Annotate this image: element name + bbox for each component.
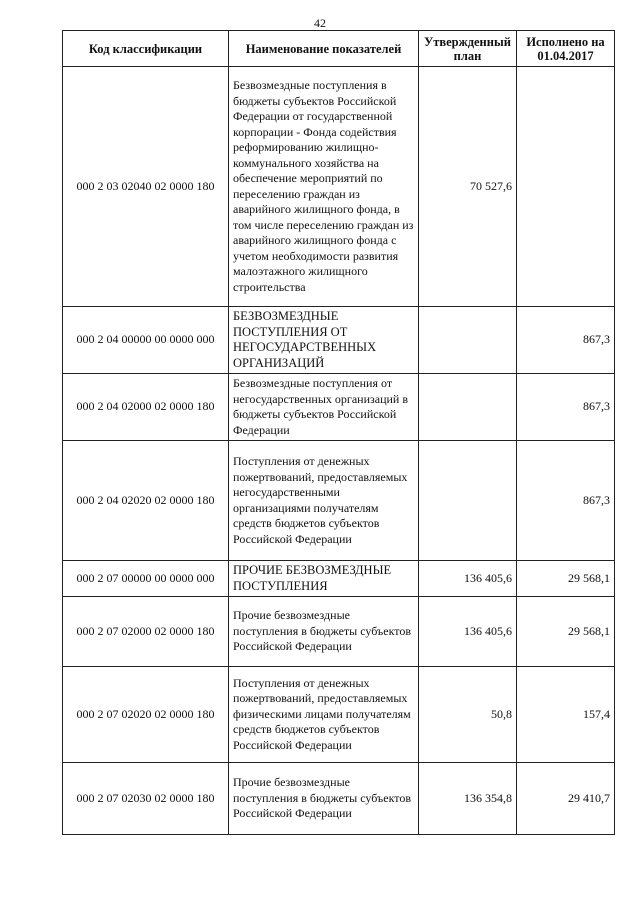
- budget-table: [62, 30, 615, 835]
- table-row: [63, 374, 615, 441]
- row-name: Прочие безвозмездные поступления в бюджеты субъектов Российской Федерации: [229, 763, 419, 835]
- row-name: Поступления от денежных пожертвований, предоставляемых физическими лицами получателям средств бюджетов субъектов Российской Федерации: [229, 667, 419, 763]
- row-plan: 136 354,8: [419, 763, 517, 835]
- header-done: Исполнено на 01.04.2017: [517, 31, 615, 67]
- row-done: 867,3: [517, 374, 615, 441]
- table-row: [63, 561, 615, 597]
- row-plan: [419, 374, 517, 441]
- row-code: 000 2 04 00000 00 0000 000: [63, 307, 229, 374]
- table-row: [63, 67, 615, 307]
- row-done: [517, 67, 615, 307]
- table-row: [63, 667, 615, 763]
- row-name: БЕЗВОЗМЕЗДНЫЕ ПОСТУПЛЕНИЯ ОТ НЕГОСУДАРСТВЕННЫХ ОРГАНИЗАЦИЙ: [229, 307, 419, 374]
- table-header-row: [63, 31, 615, 67]
- row-plan: 50,8: [419, 667, 517, 763]
- header-code: Код классификации: [63, 31, 229, 67]
- row-done: 867,3: [517, 441, 615, 561]
- row-plan: [419, 441, 517, 561]
- row-done: 29 568,1: [517, 597, 615, 667]
- row-done: 157,4: [517, 667, 615, 763]
- row-done: 867,3: [517, 307, 615, 374]
- row-name: Безвозмездные поступления от негосударственных организаций в бюджеты субъектов Российской Федерации: [229, 374, 419, 441]
- header-plan: Утвержденный план: [419, 31, 517, 67]
- row-name: Безвозмездные поступления в бюджеты субъектов Российской Федерации от государственной корпорации - Фонда содействия реформированию жилищно-коммунального хозяйства на обеспечение мероприятий по переселению граждан из аварийного жилищного фонда, в том числе переселению граждан из аварийного жилищного фонда с учетом необходимости развития малоэтажного жилищного строительства: [229, 67, 419, 307]
- row-code: 000 2 07 02000 02 0000 180: [63, 597, 229, 667]
- row-code: 000 2 03 02040 02 0000 180: [63, 67, 229, 307]
- row-code: 000 2 07 00000 00 0000 000: [63, 561, 229, 597]
- table-row: [63, 597, 615, 667]
- table-row: [63, 307, 615, 374]
- row-plan: 136 405,6: [419, 561, 517, 597]
- row-code: 000 2 04 02000 02 0000 180: [63, 374, 229, 441]
- table-row: [63, 763, 615, 835]
- row-code: 000 2 04 02020 02 0000 180: [63, 441, 229, 561]
- header-name: Наименование показателей: [229, 31, 419, 67]
- page-number: 42: [314, 16, 326, 30]
- row-plan: 136 405,6: [419, 597, 517, 667]
- row-done: 29 568,1: [517, 561, 615, 597]
- table-row: [63, 441, 615, 561]
- row-code: 000 2 07 02030 02 0000 180: [63, 763, 229, 835]
- row-plan: 70 527,6: [419, 67, 517, 307]
- row-code: 000 2 07 02020 02 0000 180: [63, 667, 229, 763]
- row-name: Прочие безвозмездные поступления в бюджеты субъектов Российской Федерации: [229, 597, 419, 667]
- row-name: Поступления от денежных пожертвований, предоставляемых негосударственными организациями получателям средств бюджетов субъектов Российской Федерации: [229, 441, 419, 561]
- row-plan: [419, 307, 517, 374]
- row-done: 29 410,7: [517, 763, 615, 835]
- row-name: ПРОЧИЕ БЕЗВОЗМЕЗДНЫЕ ПОСТУПЛЕНИЯ: [229, 561, 419, 597]
